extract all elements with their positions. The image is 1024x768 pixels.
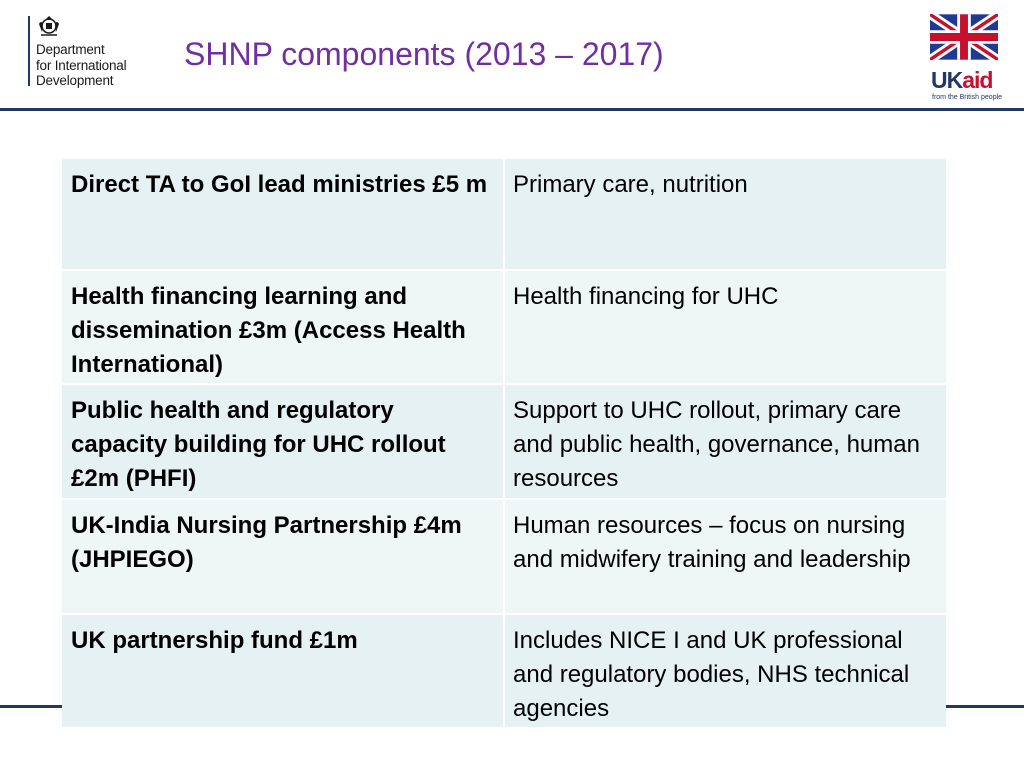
focus-cell: Human resources – focus on nursing and midwifery training and leadership	[505, 500, 946, 613]
header-rule	[0, 108, 1024, 111]
logo-divider	[28, 16, 30, 86]
ukaid-logo	[930, 14, 1003, 101]
component-cell: Direct TA to GoI lead ministries £5 m	[62, 159, 503, 269]
ukaid-aid: aid	[962, 67, 993, 93]
focus-cell: Includes NICE I and UK professional and regulatory bodies, NHS technical agencies	[505, 615, 946, 727]
ukaid-wordmark	[931, 69, 992, 92]
slide-title: SHNP components (2013 – 2017)	[184, 36, 664, 72]
ukaid-uk: UK	[931, 67, 963, 93]
logo-line: Development	[36, 73, 114, 88]
dfid-logo-text	[36, 42, 126, 89]
component-cell: Public health and regulatory capacity building for UHC rollout £2m (PHFI)	[62, 385, 503, 498]
component-cell: UK-India Nursing Partnership £4m (JHPIEGO)	[62, 500, 503, 613]
components-table	[62, 159, 944, 727]
footer-rule-left	[0, 705, 62, 708]
focus-cell: Support to UHC rollout, primary care and public health, governance, human resources	[505, 385, 946, 498]
royal-crest-icon	[36, 14, 62, 38]
component-cell: UK partnership fund £1m	[62, 615, 503, 727]
footer-rule-right	[944, 705, 1024, 708]
union-flag-icon	[930, 14, 998, 60]
focus-cell: Health financing for UHC	[505, 271, 946, 383]
ukaid-tagline: from the British people	[932, 94, 1003, 101]
component-cell: Health financing learning and dissemination £3m (Access Health International)	[62, 271, 503, 383]
logo-line: for International	[36, 57, 127, 73]
logo-line: Department	[36, 42, 105, 57]
focus-cell: Primary care, nutrition	[505, 159, 946, 269]
